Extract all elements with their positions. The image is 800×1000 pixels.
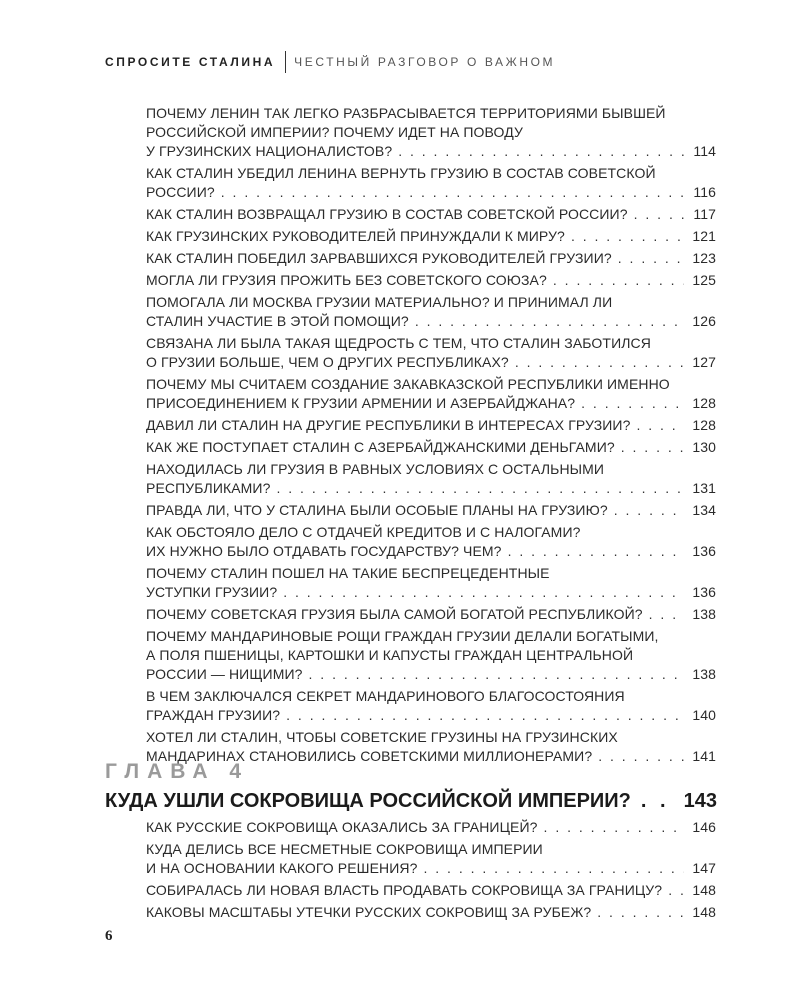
toc-entry[interactable] xyxy=(146,375,716,413)
toc-entry-line xyxy=(146,564,716,583)
toc-entry-line xyxy=(146,227,716,246)
toc-entry-text: КАК СТАЛИН ПОБЕДИЛ ЗАРВАВШИХСЯ РУКОВОДИТЕЛЕЙ ГРУЗИИ? xyxy=(146,250,612,266)
toc-entry-text: КАК СТАЛИН ВОЗВРАЩАЛ ГРУЗИЮ В СОСТАВ СОВЕТСКОЙ РОССИИ? xyxy=(146,206,628,222)
toc-entry-text: В ЧЕМ ЗАКЛЮЧАЛСЯ СЕКРЕТ МАНДАРИНОВОГО БЛАГОСОСТОЯНИЯ xyxy=(146,688,625,704)
toc-entry-line xyxy=(146,542,716,561)
dot-leader xyxy=(636,416,684,435)
toc-entry-line xyxy=(146,665,716,684)
toc-entry-text: МОГЛА ЛИ ГРУЗИЯ ПРОЖИТЬ БЕЗ СОВЕТСКОГО СОЮЗА? xyxy=(146,272,547,288)
toc-entry[interactable] xyxy=(146,293,716,331)
toc-entry-line xyxy=(146,818,716,837)
toc-entry-text: ИХ НУЖНО БЫЛО ОТДАВАТЬ ГОСУДАРСТВУ? ЧЕМ? xyxy=(146,543,502,559)
toc-page-number: 123 xyxy=(692,250,716,266)
toc-entry-line xyxy=(146,104,716,123)
dot-leader xyxy=(309,665,684,684)
toc-entry[interactable] xyxy=(146,249,716,268)
toc-entry-line xyxy=(146,183,716,202)
toc-page-number: 128 xyxy=(692,417,716,433)
toc-entry-text: И НА ОСНОВАНИИ КАКОГО РЕШЕНИЯ? xyxy=(146,860,418,876)
toc-entry[interactable] xyxy=(146,104,716,161)
toc-entry-text: СВЯЗАНА ЛИ БЫЛА ТАКАЯ ЩЕДРОСТЬ С ТЕМ, ЧТО СТАЛИН ЗАБОТИЛСЯ xyxy=(146,335,651,351)
toc-entry-text: КАК ГРУЗИНСКИХ РУКОВОДИТЕЛЕЙ ПРИНУЖДАЛИ К МИРУ? xyxy=(146,228,565,244)
toc-entry[interactable] xyxy=(146,605,716,624)
toc-entry-line xyxy=(146,293,716,312)
toc-entry-text: А ПОЛЯ ПШЕНИЦЫ, КАРТОШКИ И КАПУСТЫ ГРАЖДАН ЦЕНТРАЛЬНОЙ xyxy=(146,647,634,663)
dot-leader xyxy=(649,605,684,624)
dot-leader xyxy=(283,583,684,602)
toc-entry-line xyxy=(146,375,716,394)
toc-page-number: 127 xyxy=(692,354,716,370)
toc-entry-text: СОБИРАЛАСЬ ЛИ НОВАЯ ВЛАСТЬ ПРОДАВАТЬ СОКРОВИЩА ЗА ГРАНИЦУ? xyxy=(146,882,663,898)
toc-page-number: 131 xyxy=(692,480,716,496)
dot-leader xyxy=(621,438,684,457)
chapter-page-number: 143 xyxy=(683,790,717,812)
toc-entry-line xyxy=(146,881,716,900)
dot-leader xyxy=(515,353,684,372)
dot-leader xyxy=(415,312,684,331)
toc-entry-text: КУДА ДЕЛИСЬ ВСЕ НЕСМЕТНЫЕ СОКРОВИЩА ИМПЕРИИ xyxy=(146,841,543,857)
dot-leader xyxy=(553,271,684,290)
toc-page-number: 148 xyxy=(692,904,716,920)
toc-entry-line xyxy=(146,706,716,725)
toc-entry[interactable] xyxy=(146,227,716,246)
toc-entry[interactable] xyxy=(146,205,716,224)
toc-entry-text: РОССИИ? xyxy=(146,184,215,200)
toc-entry-line xyxy=(146,123,716,142)
chapter-toc-list xyxy=(146,818,716,925)
toc-entry-line xyxy=(146,249,716,268)
toc-entry-line xyxy=(146,605,716,624)
toc-page-number: 146 xyxy=(692,819,716,835)
dot-leader xyxy=(618,249,684,268)
toc-entry-text: РЕСПУБЛИКАМИ? xyxy=(146,480,271,496)
toc-page-number: 130 xyxy=(692,439,716,455)
toc-entry-line xyxy=(146,687,716,706)
toc-entry-line xyxy=(146,205,716,224)
toc-entry-text: КАКОВЫ МАСШТАБЫ УТЕЧКИ РУССКИХ СОКРОВИЩ ЗА РУБЕЖ? xyxy=(146,904,592,920)
toc-page-number: 136 xyxy=(692,543,716,559)
toc-entry[interactable] xyxy=(146,881,716,900)
toc-entry-line xyxy=(146,479,716,498)
toc-entry-line xyxy=(146,438,716,457)
toc-entry[interactable] xyxy=(146,501,716,520)
toc-entry[interactable] xyxy=(146,903,716,922)
toc-entry-line xyxy=(146,728,716,747)
toc-entry-text: КАК РУССКИЕ СОКРОВИЩА ОКАЗАЛИСЬ ЗА ГРАНИЦЕЙ? xyxy=(146,819,538,835)
toc-entry-text: КАК ОБСТОЯЛО ДЕЛО С ОТДАЧЕЙ КРЕДИТОВ И С НАЛОГАМИ? xyxy=(146,524,581,540)
toc-entry-line xyxy=(146,416,716,435)
toc-entry-line xyxy=(146,646,716,665)
dot-leader xyxy=(614,501,684,520)
toc-entry-text: ХОТЕЛ ЛИ СТАЛИН, ЧТОБЫ СОВЕТСКИЕ ГРУЗИНЫ НА ГРУЗИНСКИХ xyxy=(146,729,618,745)
dot-leader xyxy=(286,706,684,725)
toc-entry-text: ПОЧЕМУ СОВЕТСКАЯ ГРУЗИЯ БЫЛА САМОЙ БОГАТОЙ РЕСПУБЛИКОЙ? xyxy=(146,606,643,622)
toc-page-number: 126 xyxy=(692,313,716,329)
toc-entry-line xyxy=(146,840,716,859)
toc-entry[interactable] xyxy=(146,687,716,725)
toc-entry[interactable] xyxy=(146,271,716,290)
toc-entry[interactable] xyxy=(146,334,716,372)
toc-entry-line xyxy=(146,501,716,520)
toc-entry-text: ПОМОГАЛА ЛИ МОСКВА ГРУЗИИ МАТЕРИАЛЬНО? И ПРИНИМАЛ ЛИ xyxy=(146,294,613,310)
toc-entry-line xyxy=(146,271,716,290)
toc-page-number: 141 xyxy=(692,748,716,764)
toc-page-number: 128 xyxy=(692,395,716,411)
toc-entry[interactable] xyxy=(146,564,716,602)
running-header-book-title: СПРОСИТЕ СТАЛИНА xyxy=(105,55,276,69)
toc-entry-line xyxy=(146,903,716,922)
dot-leader xyxy=(634,205,684,224)
dot-leader xyxy=(571,227,684,246)
toc-entry-text: ПОЧЕМУ МАНДАРИНОВЫЕ РОЩИ ГРАЖДАН ГРУЗИИ ДЕЛАЛИ БОГАТЫМИ, xyxy=(146,628,659,644)
dot-leader xyxy=(598,747,684,766)
toc-entry-text: УСТУПКИ ГРУЗИИ? xyxy=(146,584,278,600)
toc-page-number: 147 xyxy=(692,860,716,876)
toc-entry-line xyxy=(146,460,716,479)
toc-entry-line xyxy=(146,353,716,372)
toc-page-number: 117 xyxy=(693,206,716,222)
chapter-label: ГЛАВА 4 xyxy=(105,760,250,783)
toc-entry-line xyxy=(146,164,716,183)
running-header xyxy=(105,50,555,74)
dot-leader xyxy=(668,881,684,900)
dot-leader xyxy=(276,479,684,498)
toc-entry-line xyxy=(146,394,716,413)
toc-entry-text: КАК ЖЕ ПОСТУПАЕТ СТАЛИН С АЗЕРБАЙДЖАНСКИМИ ДЕНЬГАМИ? xyxy=(146,439,615,455)
toc-entry-text: КАК СТАЛИН УБЕДИЛ ЛЕНИНА ВЕРНУТЬ ГРУЗИЮ В СОСТАВ СОВЕТСКОЙ xyxy=(146,165,656,181)
toc-entry-text: ДАВИЛ ЛИ СТАЛИН НА ДРУГИЕ РЕСПУБЛИКИ В ИНТЕРЕСАХ ГРУЗИИ? xyxy=(146,417,631,433)
toc-entry-text: ПОЧЕМУ СТАЛИН ПОШЕЛ НА ТАКИЕ БЕСПРЕЦЕДЕНТНЫЕ xyxy=(146,565,550,581)
toc-entry-line xyxy=(146,142,716,161)
toc-entry-line xyxy=(146,523,716,542)
toc-entry-text: ПОЧЕМУ МЫ СЧИТАЕМ СОЗДАНИЕ ЗАКАВКАЗСКОЙ РЕСПУБЛИКИ ИМЕННО xyxy=(146,376,670,392)
toc-entry-line xyxy=(146,583,716,602)
toc-page-number: 148 xyxy=(692,882,716,898)
toc-entry-text: МАНДАРИНАХ СТАНОВИЛИСЬ СОВЕТСКИМИ МИЛЛИОНЕРАМИ? xyxy=(146,748,593,764)
dot-leader xyxy=(398,142,684,161)
toc-entry-line xyxy=(146,627,716,646)
toc-entry-text: СТАЛИН УЧАСТИЕ В ЭТОЙ ПОМОЩИ? xyxy=(146,313,409,329)
header-divider xyxy=(285,51,286,73)
toc-entry-text: ПОЧЕМУ ЛЕНИН ТАК ЛЕГКО РАЗБРАСЫВАЕТСЯ ТЕРРИТОРИЯМИ БЫВШЕЙ xyxy=(146,105,666,121)
toc-entry-text: РОССИИ — НИЩИМИ? xyxy=(146,666,303,682)
toc-entry[interactable] xyxy=(146,460,716,498)
dot-leader xyxy=(581,394,684,413)
toc-entry-text: О ГРУЗИИ БОЛЬШЕ, ЧЕМ О ДРУГИХ РЕСПУБЛИКАХ? xyxy=(146,354,509,370)
toc-entry[interactable] xyxy=(146,818,716,837)
toc-entry[interactable] xyxy=(146,840,716,878)
toc-entry-text: ПРАВДА ЛИ, ЧТО У СТАЛИНА БЫЛИ ОСОБЫЕ ПЛАНЫ НА ГРУЗИЮ? xyxy=(146,502,608,518)
toc-entry-text: ГРАЖДАН ГРУЗИИ? xyxy=(146,707,281,723)
toc-list xyxy=(146,104,716,769)
toc-entry[interactable] xyxy=(146,523,716,561)
toc-page-number: 116 xyxy=(693,184,716,200)
toc-entry-line xyxy=(146,859,716,878)
toc-page-number: 140 xyxy=(692,707,716,723)
toc-page-number: 138 xyxy=(692,666,716,682)
page-number: 6 xyxy=(105,928,113,944)
toc-entry-line xyxy=(146,312,716,331)
toc-page-number: 125 xyxy=(692,272,716,288)
dot-leader xyxy=(221,183,684,202)
toc-page-number: 134 xyxy=(692,502,716,518)
toc-page-number: 136 xyxy=(692,584,716,600)
chapter-title-row[interactable] xyxy=(105,790,717,813)
toc-entry-text: НАХОДИЛАСЬ ЛИ ГРУЗИЯ В РАВНЫХ УСЛОВИЯХ С ОСТАЛЬНЫМИ xyxy=(146,461,605,477)
chapter-title: КУДА УШЛИ СОКРОВИЩА РОССИЙСКОЙ ИМПЕРИИ? xyxy=(105,790,631,812)
running-header-subtitle: ЧЕСТНЫЙ РАЗГОВОР О ВАЖНОМ xyxy=(294,55,556,69)
toc-page-number: 114 xyxy=(693,143,716,159)
toc-entry[interactable] xyxy=(146,416,716,435)
dot-leader xyxy=(544,818,684,837)
toc-entry-text: ПРИСОЕДИНЕНИЕМ К ГРУЗИИ АРМЕНИИ И АЗЕРБАЙДЖАНА? xyxy=(146,395,576,411)
dot-leader xyxy=(424,859,685,878)
toc-page-number: 138 xyxy=(692,606,716,622)
toc-entry-line xyxy=(146,334,716,353)
toc-page-number: 121 xyxy=(692,228,716,244)
toc-entry[interactable] xyxy=(146,164,716,202)
toc-entry[interactable] xyxy=(146,438,716,457)
toc-entry-text: РОССИЙСКОЙ ИМПЕРИИ? ПОЧЕМУ ИДЕТ НА ПОВОДУ xyxy=(146,124,523,140)
toc-entry[interactable] xyxy=(146,627,716,684)
dot-leader xyxy=(597,903,684,922)
dot-leader xyxy=(508,542,684,561)
toc-entry-text: У ГРУЗИНСКИХ НАЦИОНАЛИСТОВ? xyxy=(146,143,393,159)
dot-leader xyxy=(641,790,674,813)
